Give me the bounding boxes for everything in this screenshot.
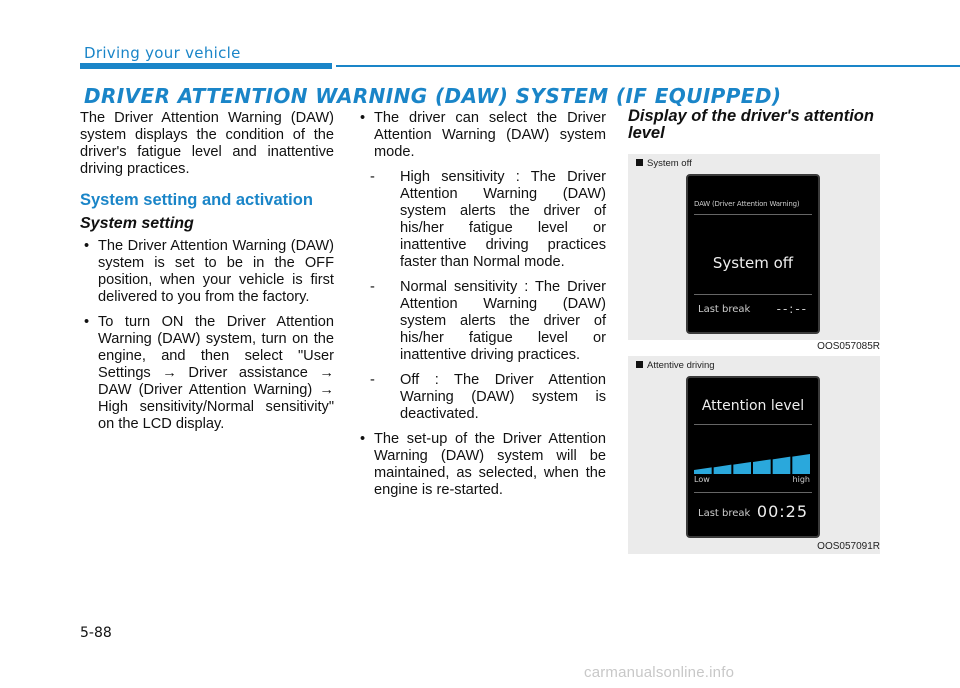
attention-bar-segment bbox=[773, 457, 791, 474]
column-1 bbox=[80, 110, 334, 441]
display-section-title: Display of the driver's attention level bbox=[628, 107, 874, 142]
dash-item bbox=[370, 169, 606, 271]
header-title: Driving your vehicle bbox=[84, 44, 241, 62]
last-break-label: Last break bbox=[698, 508, 751, 519]
image-code: OOS057085R bbox=[817, 341, 880, 352]
image-code: OOS057091R bbox=[817, 541, 880, 552]
square-bullet-icon bbox=[636, 159, 643, 166]
attention-bar-segment bbox=[753, 459, 771, 474]
bullet-item: • The Driver Attention Warning (DAW) system is set to be in the OFF position, when your vehicle is first delivered to you from the factory. bbox=[80, 238, 334, 306]
bullet-item: • The set-up of the Driver Attention Warning (DAW) system will be maintained, as selected, when the engine is re-started. bbox=[356, 431, 606, 499]
panel-label-text: System off bbox=[647, 158, 692, 169]
screen-divider bbox=[694, 492, 812, 493]
intro-paragraph: The Driver Attention Warning (DAW) system displays the condition of the driver's fatigue level and inattentive driving practices. bbox=[80, 110, 334, 177]
last-break-value: 00:25 bbox=[756, 502, 808, 521]
panel-label bbox=[636, 360, 715, 371]
lcd-screen-attention-level bbox=[686, 376, 820, 538]
system-off-panel bbox=[628, 154, 880, 340]
watermark: carmanualsonline.info bbox=[584, 664, 735, 681]
scale-low-label: Low bbox=[694, 475, 710, 484]
scale-high-label: high bbox=[792, 475, 810, 484]
bullet-item: • To turn ON the Driver Attention Warning (DAW) system, turn on the engine, and then select "User Settings → Driver assistance → DAW (Driver Attention Warning) → High sensitivity/Normal sensitivity" on the LCD display. bbox=[80, 314, 334, 433]
attention-bar-segment bbox=[733, 462, 751, 474]
dash-mark: - bbox=[370, 372, 375, 388]
dash-text: Off : The Driver Attention Warning (DAW) system is deactivated. bbox=[400, 372, 606, 422]
header-rule-thin bbox=[336, 65, 960, 67]
bullet-item: • The driver can select the Driver Attention Warning (DAW) system mode. bbox=[356, 110, 606, 161]
attention-bar-segment bbox=[694, 467, 712, 474]
attentive-driving-panel bbox=[628, 356, 880, 554]
screen-divider bbox=[694, 424, 812, 425]
attention-bar-segment bbox=[792, 454, 810, 474]
section-title: DRIVER ATTENTION WARNING (DAW) SYSTEM (IF EQUIPPED) bbox=[84, 84, 782, 108]
screen-main-text: System off bbox=[712, 254, 794, 272]
subheading-system-setting: System setting bbox=[80, 215, 194, 232]
dash-text: Normal sensitivity : The Driver Attention Warning (DAW) system alerts the driver of his/her fatigue level or inattentive driving practices. bbox=[400, 279, 606, 363]
attention-level-bars bbox=[694, 452, 810, 474]
panel-label bbox=[636, 158, 692, 169]
screen-title: Attention level bbox=[701, 398, 805, 414]
header-rule-thick bbox=[80, 63, 332, 69]
screen-divider bbox=[694, 294, 812, 295]
dash-item bbox=[370, 279, 606, 364]
page-number: 5-88 bbox=[80, 625, 112, 641]
square-bullet-icon bbox=[636, 361, 643, 368]
lcd-screen-system-off bbox=[686, 174, 820, 334]
subheading-system-setting-activation: System setting and activation bbox=[80, 191, 313, 209]
dash-mark: - bbox=[370, 169, 375, 185]
panel-label-text: Attentive driving bbox=[647, 360, 715, 371]
last-break-value: --:-- bbox=[776, 302, 808, 316]
dash-text: High sensitivity : The Driver Attention Warning (DAW) system alerts the driver of his/her fatigue level or inattentive driving practices faster than Normal mode. bbox=[400, 169, 606, 270]
dash-mark: - bbox=[370, 279, 375, 295]
dash-item bbox=[370, 372, 606, 423]
column-2 bbox=[356, 110, 606, 507]
screen-header: DAW (Driver Attention Warning) bbox=[694, 200, 800, 208]
attention-bar-segment bbox=[714, 465, 732, 474]
screen-divider bbox=[694, 214, 812, 215]
last-break-label: Last break bbox=[698, 304, 751, 315]
